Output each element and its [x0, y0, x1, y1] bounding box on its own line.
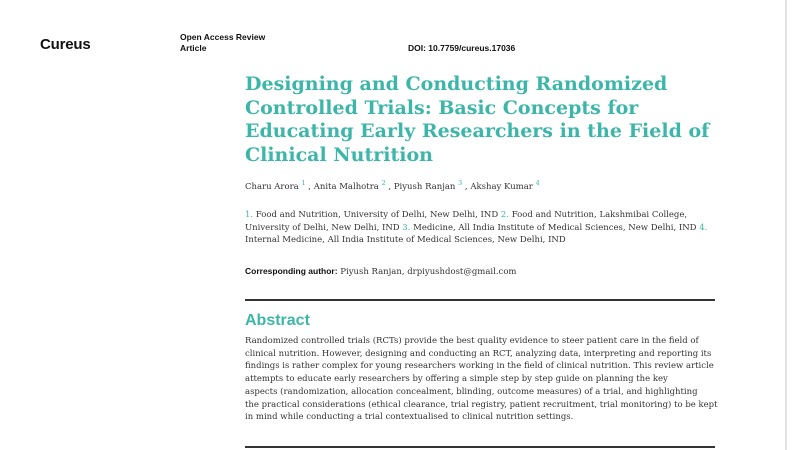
author-name[interactable]: Akshay Kumar: [470, 182, 533, 192]
affiliation-text: Food and Nutrition, Lakshmibai College, University of Delhi, New Delhi, IND: [245, 210, 688, 233]
abstract-body: [245, 335, 718, 424]
section-divider: [245, 299, 715, 301]
author-affiliation-ref[interactable]: 3: [458, 179, 463, 187]
author-affiliation-ref[interactable]: 1: [301, 179, 306, 187]
article-type: [180, 32, 265, 54]
affiliation-number: 1.: [245, 210, 254, 220]
author-name[interactable]: Piyush Ranjan: [393, 182, 456, 192]
page-edge-rule: [785, 0, 787, 450]
abstract-line: in mind while conducting a trial contextualised to clinical nutrition settings.: [245, 412, 574, 423]
author-name[interactable]: Anita Malhotra: [313, 182, 379, 192]
affiliations: [245, 209, 715, 247]
affiliation-text: Food and Nutrition, University of Delhi, New Delhi, IND: [255, 210, 499, 220]
abstract-line: the practical considerations (ethical clearance, trial registry, patient recruitment, trial monitoring) to be kept: [245, 399, 718, 410]
article-type-line1: Open Access Review: [180, 32, 266, 42]
affiliation-number: 2.: [500, 210, 509, 220]
corresponding-author: [245, 266, 517, 277]
abstract-line: Randomized controlled trials (RCTs) provide the best quality evidence to steer patient care in the field of: [245, 336, 699, 346]
abstract-heading: Abstract: [245, 312, 310, 329]
affiliation-number: 3.: [402, 222, 411, 233]
author-affiliation-ref[interactable]: 2: [381, 179, 386, 187]
article-title: Designing and Conducting Randomized Controlled Trials: Basic Concepts for Educating Early Researchers in the Field of Clinical Nutrition: [245, 73, 710, 166]
doi-link[interactable]: DOI: 10.7759/cureus.17036: [408, 43, 516, 53]
affiliation-number: 4.: [699, 222, 708, 233]
affiliation-text: Medicine, All India Institute of Medical Sciences, New Delhi, IND: [413, 222, 697, 233]
abstract-line: attempts to educate early researchers by offering a simple step by step guide on planning the key: [245, 374, 668, 385]
journal-logo[interactable]: Cureus: [40, 36, 91, 53]
abstract-line: findings is rather complex for young researchers working in the field of clinical nutrition. This review article: [245, 361, 714, 372]
corresponding-author-label: Corresponding author:: [245, 266, 338, 276]
abstract-line: clinical nutrition. However, designing and conducting an RCT, analyzing data, interpreting and reporting its: [245, 348, 712, 359]
abstract-line: aspects (randomization, allocation concealment, blinding, outcome measures) of a trial, and highlighting: [245, 386, 698, 397]
article-type-line2: Article: [180, 43, 207, 53]
author-affiliation-ref[interactable]: 4: [535, 179, 540, 187]
corresponding-author-contact[interactable]: Piyush Ranjan, drpiyushdost@gmail.com: [340, 267, 517, 277]
affiliation-text: Internal Medicine, All India Institute of Medical Sciences, New Delhi, IND: [245, 235, 566, 245]
section-divider-bottom: [245, 446, 715, 448]
author-name[interactable]: Charu Arora: [245, 182, 299, 192]
author-list: Charu Arora $^1$ , Anita Malhotra $^2$ , Piyush Ranjan $^3$ , Akshay Kumar $^4$: [245, 179, 540, 192]
